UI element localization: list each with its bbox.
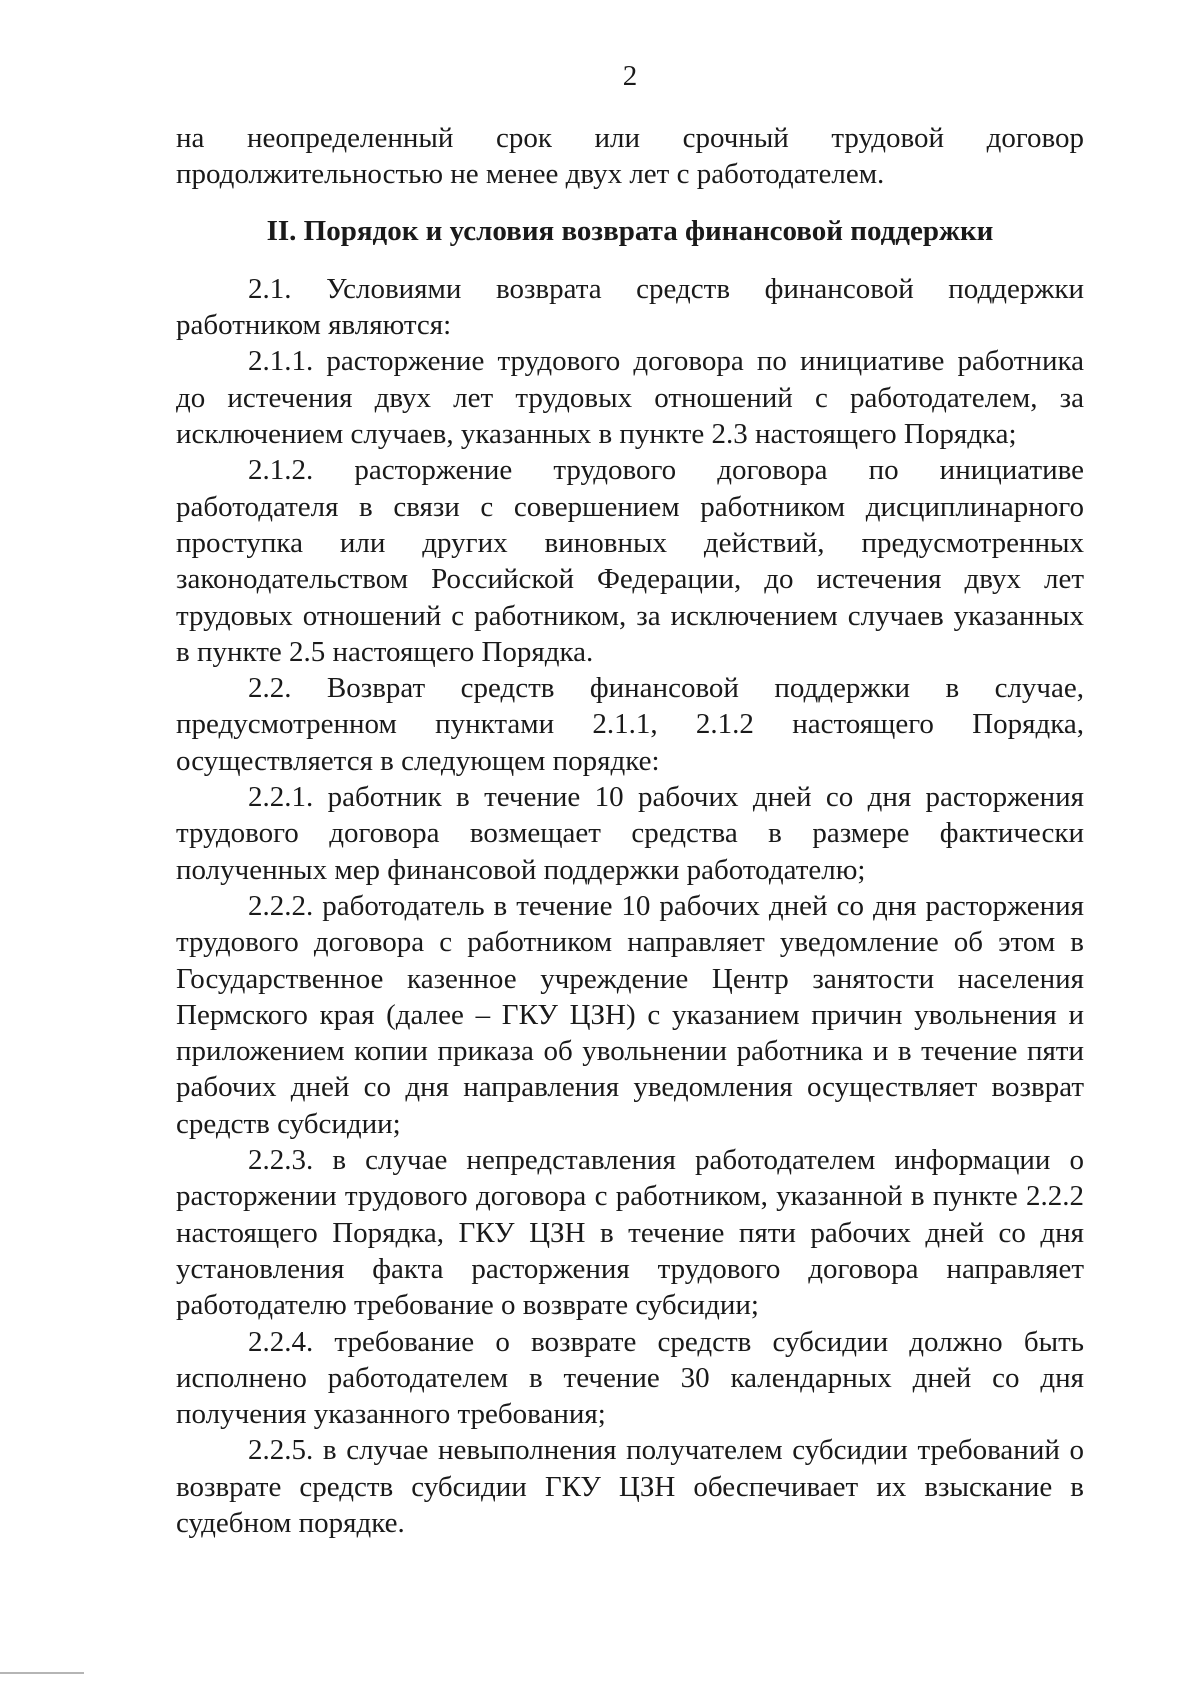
section-heading: II. Порядок и условия возврата финансовой поддержки (266, 214, 994, 247)
paragraph-continuation: на неопределенный срок или срочный трудовой договор продолжительностью не менее двух лет с работодателем. (176, 122, 1084, 191)
paragraph-2-2-3: 2.2.3. в случае непредставления работодателем информации о расторжении трудового договора с работником, указанной в пункте 2.2.2 настоящего Порядка, ГКУ ЦЗН в течение пяти рабочих дней со дня установления факта расторжения трудового договора направляет работодателю требование о возврате субсидии; (176, 1144, 1084, 1322)
paragraph-2-2-4: 2.2.4. требование о возврате средств субсидии должно быть исполнено работодателем в течение 30 календарных дней со дня получения указанного требования; (176, 1325, 1084, 1431)
document-body (176, 120, 1084, 1541)
paragraph-2-2: 2.2. Возврат средств финансовой поддержки в случае, предусмотренном пунктами 2.1.1, 2.1.2 настоящего Порядка, осуществляется в следующем порядке: (176, 672, 1084, 777)
paragraph-2-2-1: 2.2.1. работник в течение 10 рабочих дней со дня расторжения трудового договора возмещает средства в размере фактически полученных мер финансовой поддержки работодателю; (176, 781, 1084, 886)
paragraph-2-2-2: 2.2.2. работодатель в течение 10 рабочих дней со дня расторжения трудового договора с работником направляет уведомление об этом в Государственное казенное учреждение Центр занятости населения Пермского края (далее – ГКУ ЦЗН) с указанием причин увольнения и приложением копии приказа об увольнении работника и в течение пяти рабочих дней со дня направления уведомления осуществляет возврат средств субсидии; (176, 889, 1084, 1140)
page-number: 2 (622, 60, 638, 92)
paragraph-2-1-2: 2.1.2. расторжение трудового договора по инициативе работодателя в связи с совершением работником дисциплинарного проступка или других виновных действий, предусмотренных законодательством Российской Федерации, до истечения двух лет трудовых отношений с работником, за исключением случаев указанных в пункте 2.5 настоящего Порядка. (176, 454, 1084, 668)
paragraph-2-1-1: 2.1.1. расторжение трудового договора по инициативе работника до истечения двух лет трудовых отношений с работодателем, за исключением случаев, указанных в пункте 2.3 настоящего Порядка; (176, 345, 1084, 451)
scan-edge-mark (0, 1672, 84, 1674)
paragraph-2-2-5: 2.2.5. в случае невыполнения получателем субсидии требований о возврате средств субсидии ГКУ ЦЗН обеспечивает их взыскание в судебном порядке. (176, 1434, 1084, 1539)
paragraph-2-1: 2.1. Условиями возврата средств финансовой поддержки работником являются: (176, 272, 1084, 342)
